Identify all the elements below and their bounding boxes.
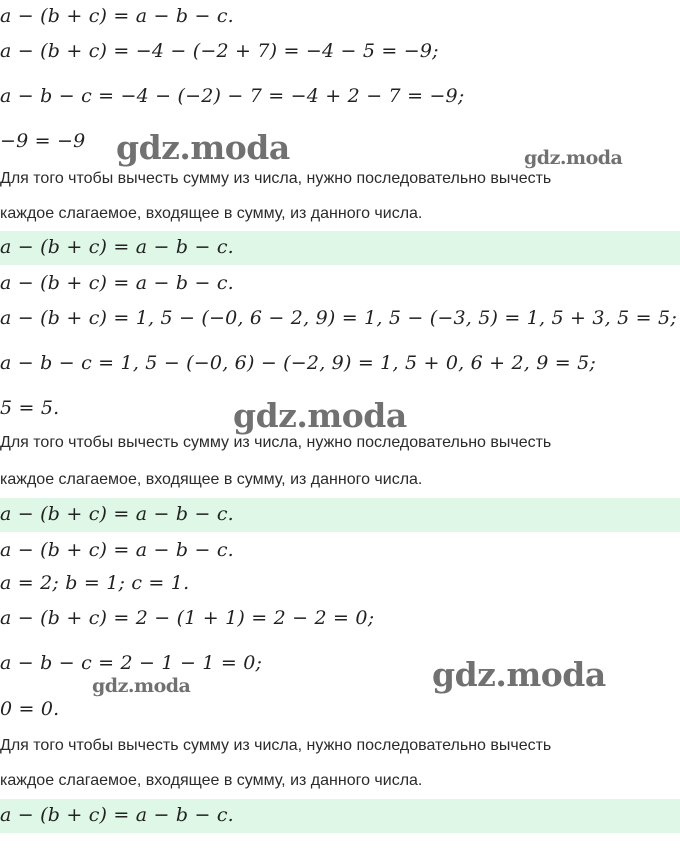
math-line: −9 = −9	[0, 130, 86, 152]
explanation-text: каждое слагаемое, входящее в сумму, из данного числа.	[0, 205, 423, 222]
math-line: 0 = 0.	[0, 698, 60, 720]
math-line: a = 2; b = 1; c = 1.	[0, 572, 190, 594]
math-line: a − b − c = 1, 5 − (−0, 6) − (−2, 9) = 1, 5 + 0, 6 + 2, 9 = 5;	[0, 352, 597, 374]
math-line: a − (b + c) = a − b − c.	[0, 539, 234, 561]
explanation-text: Для того чтобы вычесть сумму из числа, нужно последовательно вычесть	[0, 434, 552, 451]
rule-highlight	[0, 498, 680, 532]
explanation-text: каждое слагаемое, входящее в сумму, из данного числа.	[0, 471, 423, 488]
math-line: a − (b + c) = 2 − (1 + 1) = 2 − 2 = 0;	[0, 607, 375, 629]
math-line: a − (b + c) = 1, 5 − (−0, 6 − 2, 9) = 1, 5 − (−3, 5) = 1, 5 + 3, 5 = 5;	[0, 307, 677, 329]
rule-highlight	[0, 231, 680, 265]
watermark-logo: gdz.moda	[432, 655, 606, 694]
rule-highlight	[0, 799, 680, 833]
watermark-logo: gdz.moda	[233, 396, 407, 435]
rule-formula: a − (b + c) = a − b − c.	[0, 503, 234, 525]
math-line: a − b − c = −4 − (−2) − 7 = −4 + 2 − 7 = −9;	[0, 85, 465, 107]
math-line: a − b − c = 2 − 1 − 1 = 0;	[0, 652, 263, 674]
math-line: 5 = 5.	[0, 397, 60, 419]
watermark-logo: gdz.moda	[116, 128, 290, 167]
explanation-text: Для того чтобы вычесть сумму из числа, нужно последовательно вычесть	[0, 737, 552, 754]
watermark-logo: gdz.moda	[92, 675, 191, 697]
rule-formula: a − (b + c) = a − b − c.	[0, 804, 234, 826]
math-line: a − (b + c) = a − b − c.	[0, 272, 234, 294]
explanation-text: каждое слагаемое, входящее в сумму, из данного числа.	[0, 772, 423, 789]
watermark-logo: gdz.moda	[524, 147, 623, 169]
rule-formula: a − (b + c) = a − b − c.	[0, 236, 234, 258]
explanation-text: Для того чтобы вычесть сумму из числа, нужно последовательно вычесть	[0, 170, 552, 187]
math-line: a − (b + c) = −4 − (−2 + 7) = −4 − 5 = −9;	[0, 40, 439, 62]
math-line: a − (b + c) = a − b − c.	[0, 5, 234, 27]
